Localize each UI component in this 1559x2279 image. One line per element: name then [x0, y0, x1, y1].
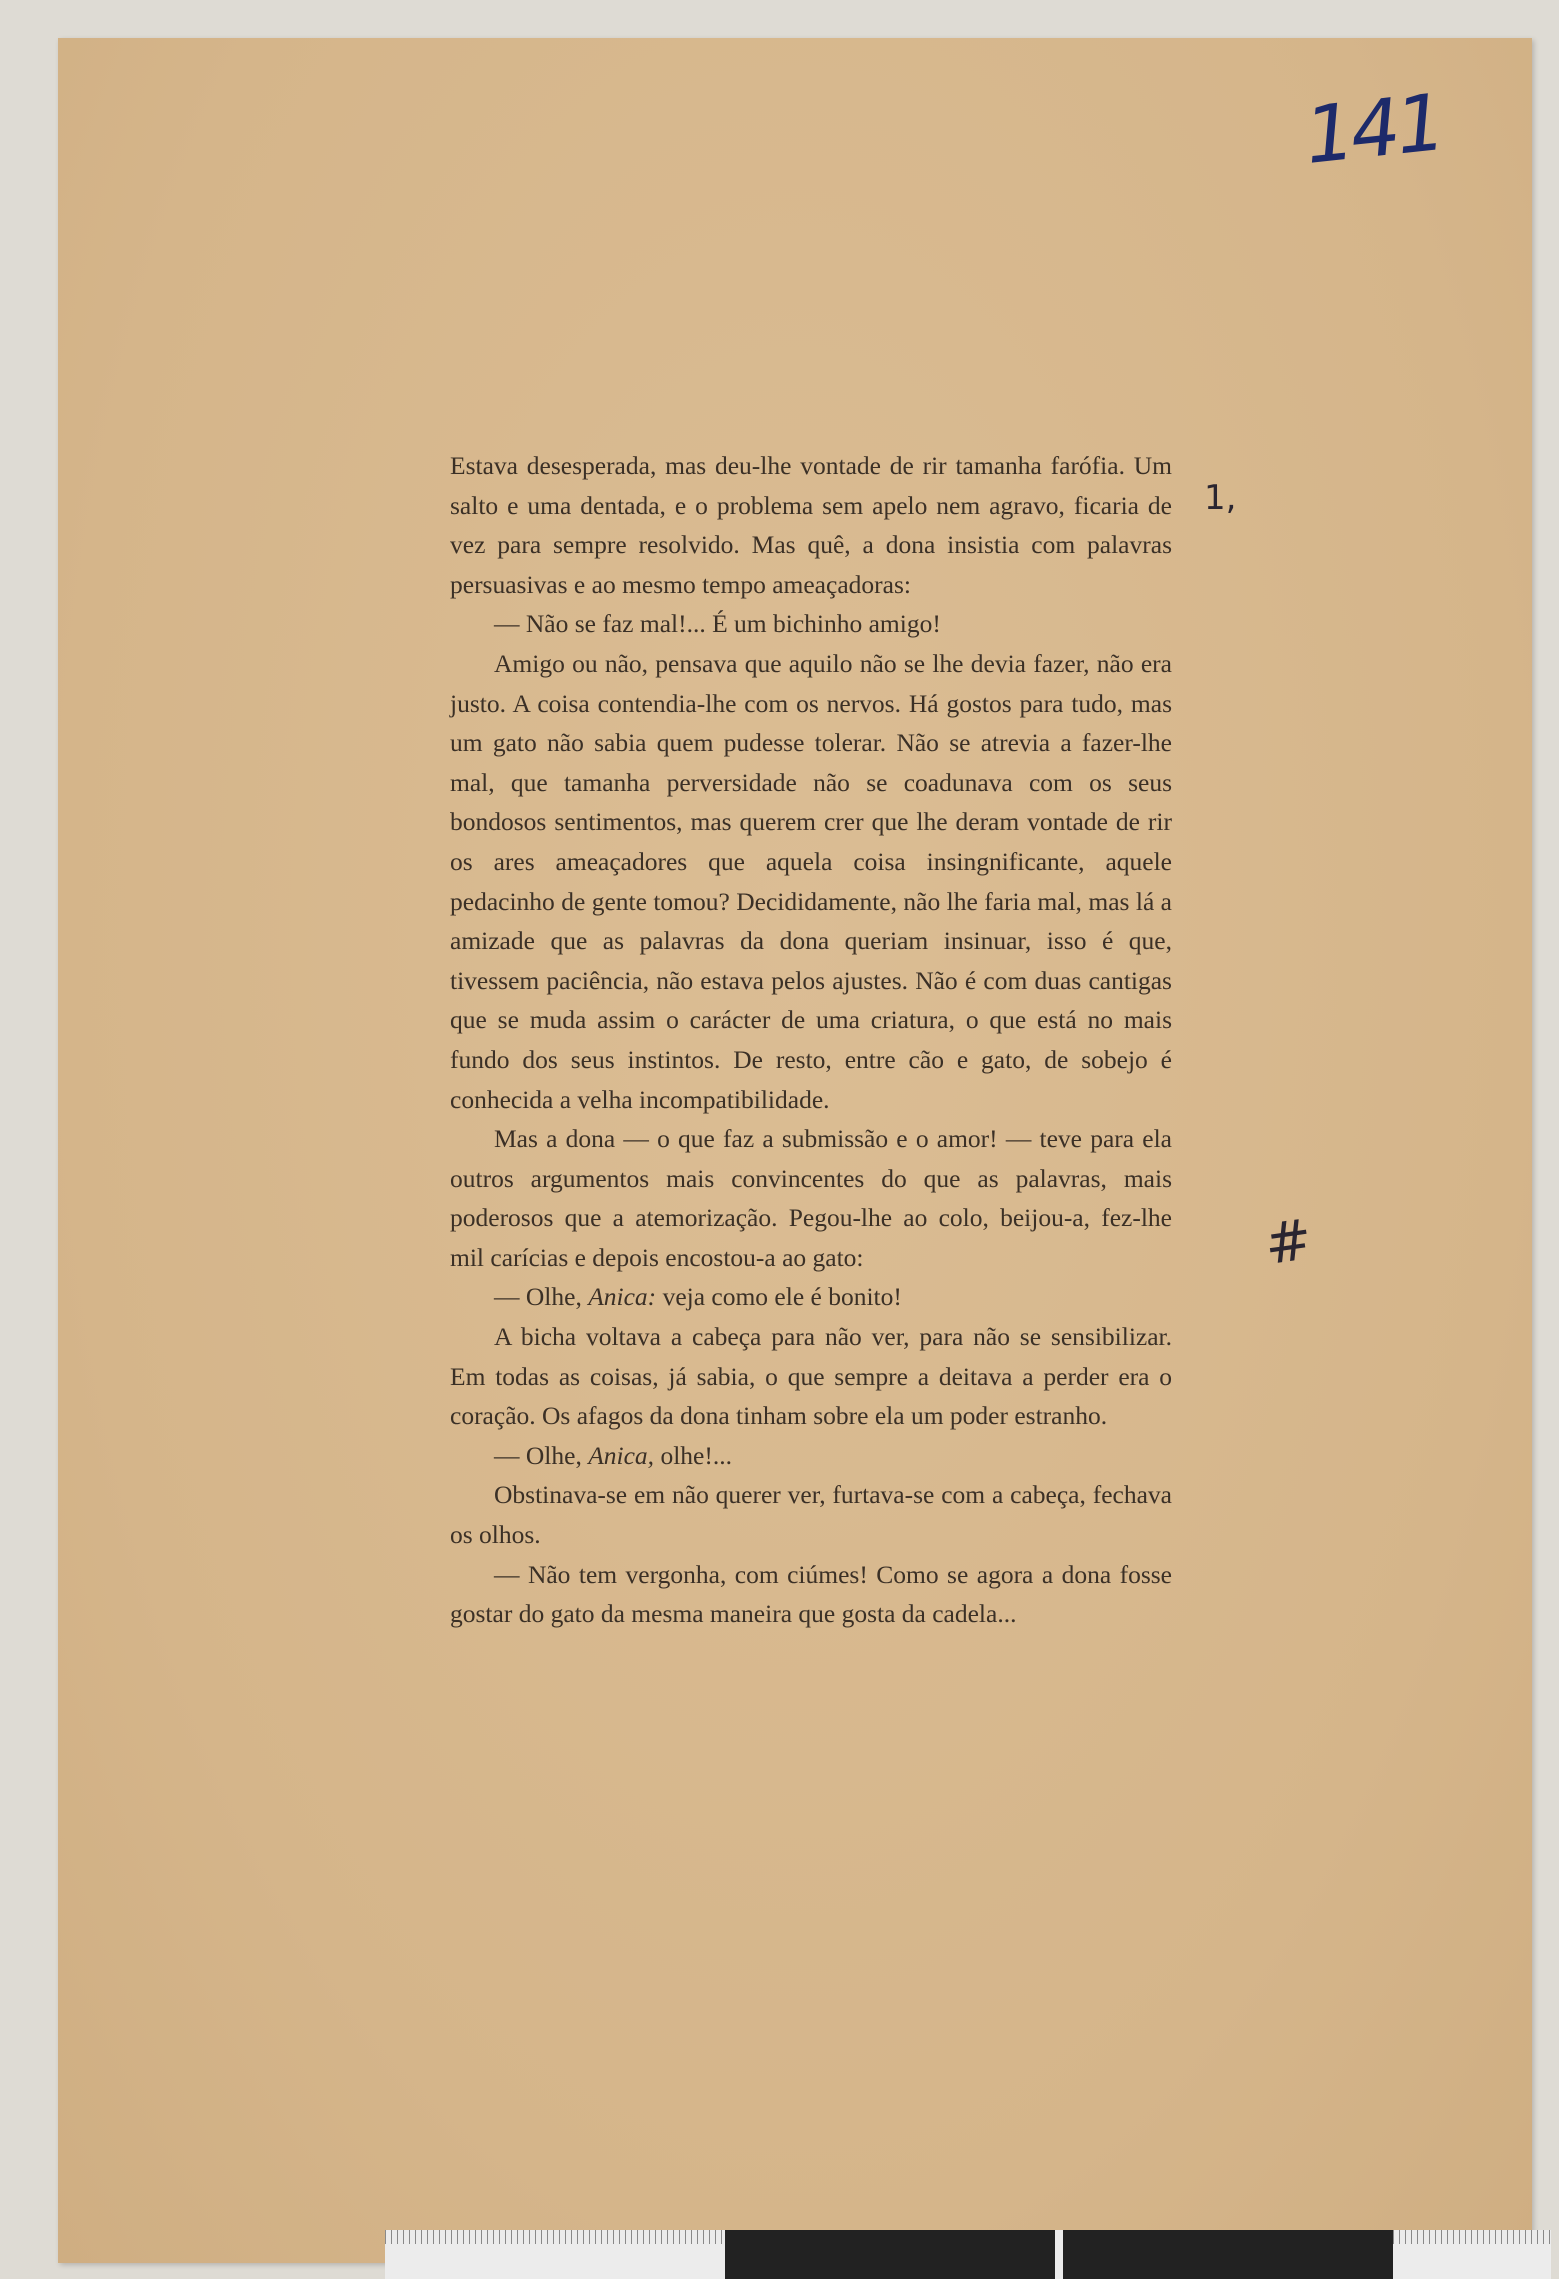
dialogue-text: olhe!...: [654, 1440, 732, 1470]
paragraph: A bicha voltava a cabeça para não ver, para não se sensibilizar. Em todas as coisas, já sabia, o que sempre a deitava a perder era o coração. Os afagos da dona tinham sobre ela um poder estranho.: [450, 1322, 1172, 1431]
ruler-light-segment: [1393, 2230, 1551, 2279]
paragraph: Estava desesperada, mas deu-lhe vontade de rir tamanha farófia. Um salto e uma dentada, e o problema sem apelo nem agravo, ficaria de vez para sempre resolvido. Mas quê, a dona insistia com palavras persuasivas e ao mesmo tempo ameaçadoras:: [450, 451, 1172, 599]
dialogue-text: — Olhe,: [494, 1282, 589, 1312]
scale-ruler: [385, 2230, 1559, 2279]
margin-hash-annotation: #: [1260, 1207, 1317, 1278]
dialogue-text: — Olhe,: [494, 1440, 589, 1470]
handwritten-page-number: 141: [1300, 78, 1447, 182]
dialogue-text: veja como ele é bonito!: [656, 1282, 902, 1312]
ruler-light-segment: [385, 2230, 725, 2279]
paragraph: — Não tem vergonha, com ciúmes! Como se agora a dona fosse gostar do gato da mesma maneira que gosta da cadela...: [450, 1559, 1172, 1629]
ruler-dark-segment: [725, 2230, 1055, 2279]
ruler-dark-segment: [1063, 2230, 1393, 2279]
character-name: Anica:: [588, 1282, 657, 1312]
character-name: Anica,: [588, 1440, 655, 1470]
paragraph: [450, 1436, 1172, 1476]
margin-annotation: 1,: [1204, 478, 1237, 518]
paragraph: Obstinava-se em não querer ver, furtava-se com a cabeça, fechava os olhos.: [450, 1480, 1172, 1550]
paragraph: Mas a dona — o que faz a submissão e o amor! — teve para ela outros argumentos mais convincentes do que as palavras, mais poderosos que a atemorização. Pegou-lhe ao colo, beijou-a, fez-lhe mil carícias e depois encostou-a ao gato:: [450, 1124, 1172, 1272]
paragraph: [450, 1277, 1172, 1317]
paragraph: Amigo ou não, pensava que aquilo não se lhe devia fazer, não era justo. A coisa contendia-lhe com os nervos. Há gostos para tudo, mas um gato não sabia quem pudesse tolerar. Não se atrevia a fazer-lhe mal, que tamanha perversidade não se coadunava com os seus bondosos sentimentos, mas querem crer que lhe deram vontade de rir os ares ameaçadores que aquela coisa insingnificante, aquele pedacinho de gente tomou? Decididamente, não lhe faria mal, mas lá a amizade que as palavras da dona queriam insinuar, isso é que, tivessem paciência, não estava pelos ajustes. Não é com duas cantigas que se muda assim o carácter de uma criatura, o que está no mais fundo dos seus instintos. De resto, entre cão e gato, de sobejo é conhecida a velha incompatibilidade.: [450, 648, 1172, 1114]
paragraph: — Não se faz mal!... É um bichinho amigo!: [494, 609, 941, 639]
body-text: [450, 446, 1172, 1634]
ruler-gap: [1055, 2230, 1063, 2279]
